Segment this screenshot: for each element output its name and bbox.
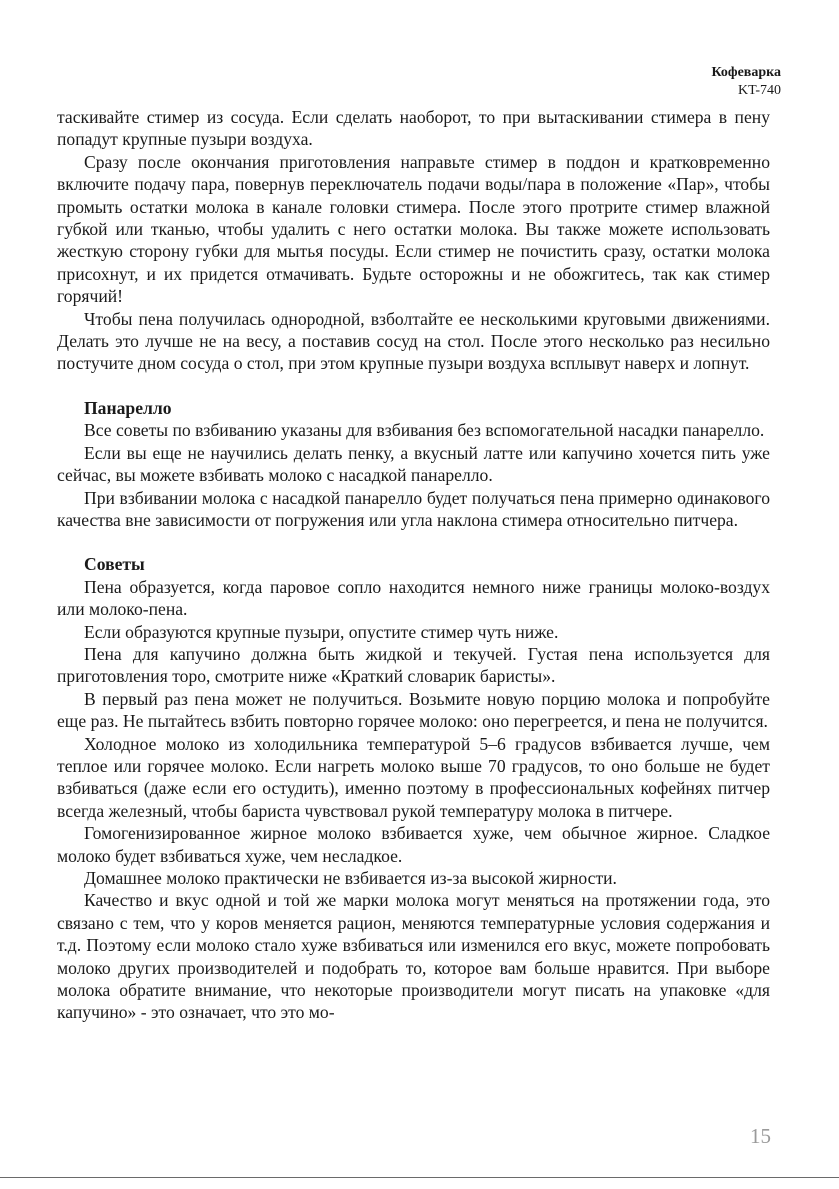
section-gap (57, 531, 770, 553)
product-title: Кофеварка (711, 65, 781, 80)
page-header (711, 64, 781, 100)
paragraph: Чтобы пена получилась однородной, взболтайте ее несколькими круговыми движениями. Делать это лучше не на весу, а поставив сосуд на стол. После этого несколько раз несильно постучите дном сосуда о стол, при этом крупные пузыри воздуха всплывут наверх и лопнут. (57, 308, 770, 374)
paragraph: Если вы еще не научились делать пенку, а вкусный латте или капучино хочется пить уже сейчас, вы можете взбивать молоко с насадкой панарелло. (57, 442, 770, 486)
paragraph: Качество и вкус одной и той же марки молока могут меняться на протяжении года, это связано с тем, что у коров меняется рацион, меняются температурные условия содержания и т.д. Поэтому если молоко стало хуже взбиваться или изменился его вкус, можете попробовать молоко других производителей и подобрать то, которое вам больше нравится. При выборе молока обратите внимание, что некоторые производители могут писать на упаковке «для капучино» - это означает, что это мо- (57, 890, 770, 1023)
document-body (57, 106, 770, 1024)
paragraph: Гомогенизированное жирное молоко взбивается хуже, чем обычное жирное. Сладкое молоко будет взбиваться хуже, чем несладкое. (57, 823, 770, 866)
paragraph: Сразу после окончания приготовления направьте стимер в поддон и кратковременно включите подачу пара, повернув переключатель подачи воды/пара в положение «Пар», чтобы промыть остатки молока в канале головки стимера. После этого протрите стимер влажной губкой или тканью, чтобы удалить с него остатки молока. Вы также можете использовать жесткую сторону губки для мытья посуды. Если стимер не почистить сразу, остатки молока присохнут, и их придется отмачивать. Будьте осторожны и не обожгитесь, так как стимер горячий! (57, 151, 770, 307)
page-divider (0, 1177, 839, 1178)
paragraph: Домашнее молоко практически не взбивается из-за высокой жирности. (84, 868, 617, 888)
section-gap (57, 375, 770, 397)
paragraph: Если образуются крупные пузыри, опустите стимер чуть ниже. (84, 621, 559, 642)
product-model: KT-740 (737, 83, 781, 98)
paragraph: таскивайте стимер из сосуда. Если сделать наоборот, то при вытаскивании стимера в пену попадут крупные пузыри воздуха. (57, 107, 770, 150)
paragraph: Пена образуется, когда паровое сопло находится немного ниже границы молоко-воздух или молоко-пена. (57, 576, 770, 620)
paragraph: Все советы по взбиванию указаны для взбивания без вспомогательной насадки панарелло. (84, 420, 765, 441)
paragraph: Пена для капучино должна быть жидкой и текучей. Густая пена используется для приготовления торо, смотрите ниже «Краткий словарик баристы». (57, 643, 770, 687)
paragraph: Холодное молоко из холодильника температурой 5–6 градусов взбивается лучше, чем теплое или горячее молоко. Если нагреть молоко выше 70 градусов, то оно больше не будет взбиваться (даже если его остудить), именно поэтому в профессиональных кофейнях питчер всегда железный, чтобы бариста чувствовал рукой температуру молока в питчере. (57, 733, 770, 821)
section-heading-tips: Советы (84, 554, 145, 575)
section-heading-panarello: Панарелло (84, 397, 172, 418)
page-number: 15 (750, 1124, 771, 1148)
paragraph: В первый раз пена может не получиться. Возьмите новую порцию молока и попробуйте еще раз. Не пытайтесь взбить повторно горячее молоко: оно перегреется, и пена не получится. (57, 688, 770, 732)
paragraph: При взбивании молока с насадкой панарелло будет получаться пена примерно одинакового качества вне зависимости от погружения или угла наклона стимера относительно питчера. (57, 487, 770, 530)
